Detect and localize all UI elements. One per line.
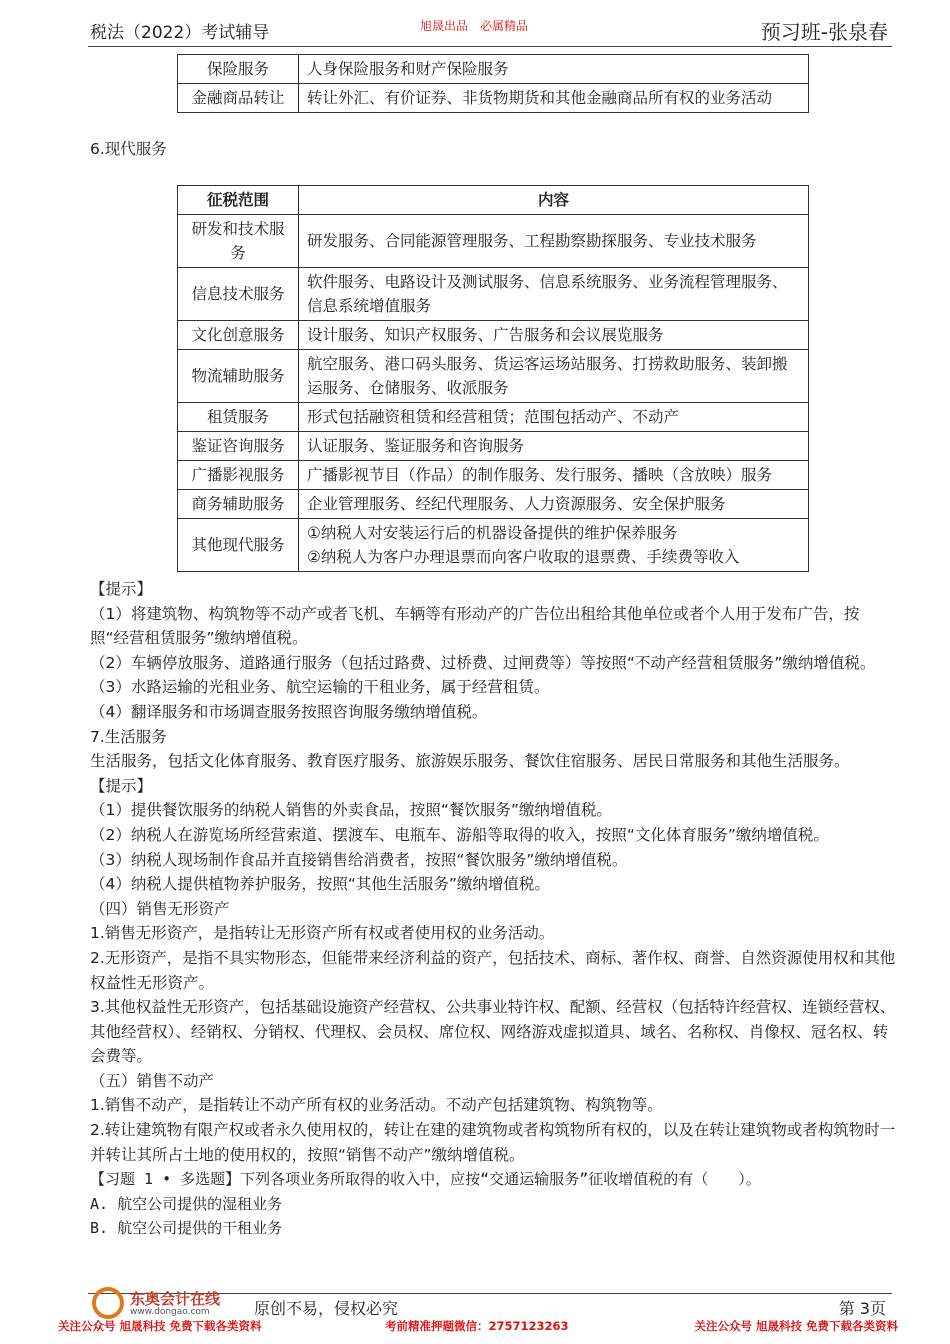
footer-watermark-center: 考前精准押题微信：2757123263 — [385, 1319, 569, 1333]
footer-watermark-left: 关注公众号 旭晟科技 免费下载各类资料 — [58, 1319, 262, 1333]
paragraph: （五）销售不动产 — [90, 1071, 215, 1090]
table-row — [178, 321, 809, 350]
paragraph: （1）提供餐饮服务的纳税人销售的外卖食品，按照“餐饮服务”缴纳增值税。 — [90, 801, 612, 820]
table-row — [178, 268, 809, 321]
paragraph: 【提示】 — [90, 580, 153, 598]
table-cell: 研发服务、合同能源管理服务、工程勘察勘探服务、专业技术服务 — [299, 215, 809, 268]
table-cell: 企业管理服务、经纪代理服务、人力资源服务、安全保护服务 — [299, 490, 809, 519]
table-row — [178, 461, 809, 490]
header-course: 预习班-张泉春 — [760, 20, 888, 44]
header-title: 税法（2022）考试辅导 — [90, 23, 270, 43]
column-header: 征税范围 — [178, 186, 299, 215]
paragraph: 1.销售不动产，是指转让不动产所有权的业务活动。不动产包括建筑物、构筑物等。 — [90, 1096, 663, 1115]
paragraph: （2）纳税人在游览场所经营索道、摆渡车、电瓶车、游船等取得的收入，按照“文化体育服务”缴纳增值税。 — [90, 825, 829, 844]
table-cell: 其他现代服务 — [178, 519, 299, 572]
table-cell: 认证服务、鉴证服务和咨询服务 — [299, 432, 809, 461]
paragraph: （4）翻译服务和市场调查服务按照咨询服务缴纳增值税。 — [90, 702, 488, 721]
logo-name: 东奥会计在线 — [130, 1290, 221, 1308]
table-row — [178, 350, 809, 403]
table-cell: 设计服务、知识产权服务、广告服务和会议展览服务 — [299, 321, 809, 350]
paragraph: （3）水路运输的光租业务、航空运输的干租业务，属于经营租赁。 — [90, 678, 550, 697]
paragraph: 7.生活服务 — [90, 727, 167, 746]
paragraph: （1）将建筑物、构筑物等不动产或者飞机、车辆等有形动产的广告位出租给其他单位或者个人用于发布广告，按照“经营租赁服务”缴纳增值税。 — [90, 604, 860, 648]
section-heading-modern-services: 6.现代服务 — [90, 140, 167, 158]
table-cell: 人身保险服务和财产保险服务 — [299, 55, 809, 84]
modern-services-table — [177, 185, 809, 572]
question-option: A. 航空公司提供的湿租业务 — [90, 1194, 283, 1213]
paragraph: 【提示】 — [90, 776, 153, 795]
paragraph: （四）销售无形资产 — [90, 899, 230, 918]
table-row — [178, 55, 809, 84]
paragraph: （2）车辆停放服务、道路通行服务（包括过路费、过桥费、过闸费等）等按照“不动产经营租赁服务”缴纳增值税。 — [90, 653, 876, 672]
table-cell: 广播影视服务 — [178, 461, 299, 490]
paragraph: 2.转让建筑物有限产权或者永久使用权的，转让在建的建筑物或者构筑物所有权的，以及在转让建筑物或者构筑物时一并转让其所占土地的使用权的，按照“销售不动产”缴纳增值税。 — [90, 1121, 896, 1164]
table-cell: 保险服务 — [178, 55, 299, 84]
logo-ring-icon — [92, 1287, 124, 1319]
page-number: 第 3页 — [838, 1299, 886, 1318]
question-stem: 【习题 1 • 多选题】下列各项业务所取得的收入中，应按“交通运输服务”征收增值税的有（ ）。 — [90, 1170, 761, 1189]
table-cell: 物流辅助服务 — [178, 350, 299, 403]
table-cell: 航空服务、港口码头服务、货运客运场站服务、打捞救助服务、装卸搬运服务、仓储服务、收派服务 — [299, 350, 809, 403]
table-cell: 租赁服务 — [178, 403, 299, 432]
paragraph: 生活服务，包括文化体育服务、教育医疗服务、旅游娱乐服务、餐饮住宿服务、居民日常服务和其他生活服务。 — [90, 752, 850, 771]
table-row — [178, 403, 809, 432]
main-text — [90, 577, 898, 1241]
paragraph: 2.无形资产，是指不具实物形态，但能带来经济利益的资产，包括技术、商标、著作权、商誉、自然资源使用权和其他权益性无形资产。 — [90, 948, 896, 992]
table-cell: 转让外汇、有价证券、非货物期货和其他金融商品所有权的业务活动 — [299, 84, 809, 113]
question-option: B. 航空公司提供的干租业务 — [90, 1219, 283, 1238]
paragraph: 1.销售无形资产，是指转让无形资产所有权或者使用权的业务活动。 — [90, 924, 555, 943]
paragraph: 3.其他权益性无形资产，包括基础设施资产经营权、公共事业特许权、配额、经营权（包括特许经营权、连锁经营权、其他经营权）、经销权、分销权、代理权、会员权、席位权、网络游戏虚拟道具、域名、名称权、肖像权、冠名权、转会费等。 — [90, 998, 896, 1066]
table-cell: 软件服务、电路设计及测试服务、信息系统服务、业务流程管理服务、信息系统增值服务 — [299, 268, 809, 321]
table-cell: 研发和技术服务 — [178, 215, 299, 268]
table-row — [178, 215, 809, 268]
table-row — [178, 84, 809, 113]
header-divider — [88, 46, 892, 47]
footer-slogan: 原创不易，侵权必究 — [254, 1299, 399, 1318]
logo-url: www.dongao.com — [130, 1307, 210, 1317]
table-cell: 金融商品转让 — [178, 84, 299, 113]
table-row — [178, 519, 809, 572]
table-cell: 文化创意服务 — [178, 321, 299, 350]
paragraph: （4）纳税人提供植物养护服务，按照“其他生活服务”缴纳增值税。 — [90, 875, 550, 894]
paragraph: （3）纳税人现场制作食品并直接销售给消费者，按照“餐饮服务”缴纳增值税。 — [90, 850, 628, 869]
footer-watermark-right: 关注公众号 旭晟科技 免费下载各类资料 — [694, 1319, 898, 1333]
table-row — [178, 490, 809, 519]
table-cell: ①纳税人对安装运行后的机器设备提供的维护保养服务 ②纳税人为客户办理退票而向客户收取的退票费、手续费等收入 — [299, 519, 809, 572]
finance-services-table — [177, 54, 809, 113]
table-cell: 广播影视节目（作品）的制作服务、发行服务、播映（含放映）服务 — [299, 461, 809, 490]
table-header-row — [178, 186, 809, 215]
table-cell: 鉴证咨询服务 — [178, 432, 299, 461]
header-watermark: 旭晟出品 必属精品 — [420, 19, 529, 33]
column-header: 内容 — [299, 186, 809, 215]
table-cell: 信息技术服务 — [178, 268, 299, 321]
table-row — [178, 432, 809, 461]
table-cell: 商务辅助服务 — [178, 490, 299, 519]
table-cell: 形式包括融资租赁和经营租赁；范围包括动产、不动产 — [299, 403, 809, 432]
